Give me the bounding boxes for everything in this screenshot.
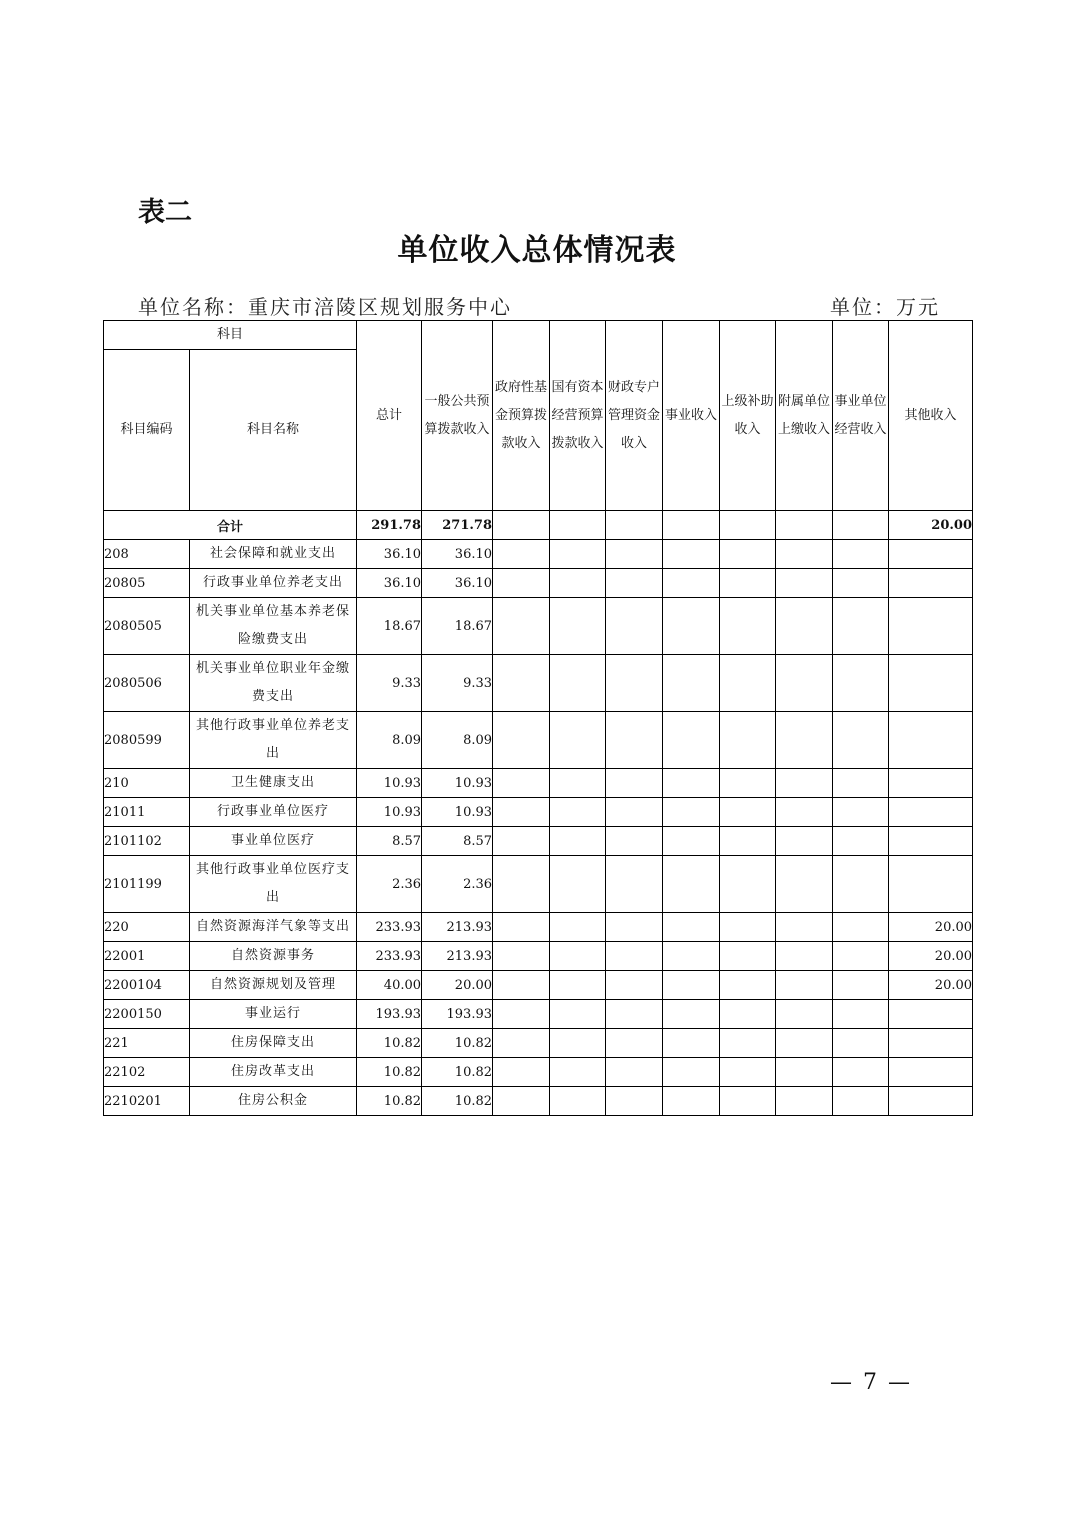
empty-cell [606, 942, 663, 971]
row-code: 2101102 [104, 827, 190, 856]
empty-cell [776, 1058, 833, 1087]
empty-cell [606, 971, 663, 1000]
row-general: 36.10 [422, 569, 493, 598]
empty-cell [720, 942, 776, 971]
empty-cell [550, 827, 606, 856]
empty-cell [663, 856, 720, 913]
row-general: 20.00 [422, 971, 493, 1000]
header-business-income: 事业收入 [663, 321, 720, 511]
empty-cell [663, 655, 720, 712]
table-row [104, 569, 973, 598]
empty-cell [606, 798, 663, 827]
empty-cell [776, 598, 833, 655]
empty-cell [550, 1029, 606, 1058]
empty-cell [663, 540, 720, 569]
row-code: 2080599 [104, 712, 190, 769]
empty-cell [550, 942, 606, 971]
empty-cell [493, 598, 550, 655]
empty-cell [663, 1087, 720, 1116]
row-code: 221 [104, 1029, 190, 1058]
header-general-budget: 一般公共预算拨款收入 [422, 321, 493, 511]
empty-cell [776, 569, 833, 598]
empty-cell [720, 856, 776, 913]
total-sum: 291.78 [357, 511, 422, 540]
empty-cell [493, 798, 550, 827]
row-other [889, 1087, 973, 1116]
row-other [889, 712, 973, 769]
table-row [104, 769, 973, 798]
row-code: 22102 [104, 1058, 190, 1087]
row-total: 10.82 [357, 1058, 422, 1087]
empty-cell [606, 827, 663, 856]
row-total: 8.09 [357, 712, 422, 769]
header-affiliated-unit: 附属单位上缴收入 [776, 321, 833, 511]
row-name: 机关事业单位职业年金缴费支出 [190, 655, 357, 712]
empty-cell [720, 540, 776, 569]
empty-cell [720, 1029, 776, 1058]
empty-cell [776, 1000, 833, 1029]
empty-cell [776, 827, 833, 856]
header-operating-income: 事业单位经营收入 [833, 321, 889, 511]
empty-cell [550, 1087, 606, 1116]
empty-cell [776, 913, 833, 942]
empty-cell [776, 942, 833, 971]
empty-cell [493, 655, 550, 712]
row-name: 卫生健康支出 [190, 769, 357, 798]
total-label: 合计 [104, 511, 357, 540]
empty-cell [833, 598, 889, 655]
empty-cell [493, 540, 550, 569]
empty-cell [720, 598, 776, 655]
empty-cell [606, 598, 663, 655]
row-other [889, 1029, 973, 1058]
row-name: 其他行政事业单位养老支出 [190, 712, 357, 769]
table-row [104, 856, 973, 913]
row-general: 8.57 [422, 827, 493, 856]
row-total: 8.57 [357, 827, 422, 856]
row-total: 40.00 [357, 971, 422, 1000]
empty-cell [833, 540, 889, 569]
row-total: 10.82 [357, 1087, 422, 1116]
page-number: — 7 — [830, 1370, 912, 1395]
empty-cell [720, 655, 776, 712]
empty-cell [776, 769, 833, 798]
row-total: 36.10 [357, 569, 422, 598]
row-code: 2101199 [104, 856, 190, 913]
page-title: 单位收入总体情况表 [397, 233, 677, 268]
row-total: 233.93 [357, 942, 422, 971]
table-row [104, 827, 973, 856]
table-row [104, 1029, 973, 1058]
row-code: 208 [104, 540, 190, 569]
table-row [104, 1000, 973, 1029]
header-state-capital: 国有资本经营预算拨款收入 [550, 321, 606, 511]
row-general: 18.67 [422, 598, 493, 655]
row-general: 213.93 [422, 942, 493, 971]
row-general: 8.09 [422, 712, 493, 769]
row-total: 36.10 [357, 540, 422, 569]
empty-cell [550, 971, 606, 1000]
empty-cell [493, 856, 550, 913]
row-total: 9.33 [357, 655, 422, 712]
row-other [889, 569, 973, 598]
row-name: 行政事业单位养老支出 [190, 569, 357, 598]
empty-cell [720, 769, 776, 798]
row-other [889, 856, 973, 913]
empty-cell [606, 1000, 663, 1029]
row-name: 住房公积金 [190, 1087, 357, 1116]
empty-cell [550, 769, 606, 798]
row-other [889, 1058, 973, 1087]
row-name: 住房改革支出 [190, 1058, 357, 1087]
empty-cell [663, 1000, 720, 1029]
empty-cell [606, 712, 663, 769]
empty-cell [776, 655, 833, 712]
header-fiscal-account: 财政专户管理资金收入 [606, 321, 663, 511]
table-row [104, 598, 973, 655]
table-body [104, 511, 973, 1116]
empty-cell [720, 1087, 776, 1116]
empty-cell [833, 942, 889, 971]
row-other: 20.00 [889, 971, 973, 1000]
empty-cell [606, 913, 663, 942]
header-superior-subsidy: 上级补助收入 [720, 321, 776, 511]
table-row [104, 913, 973, 942]
header-name: 科目名称 [190, 350, 357, 511]
empty-cell [550, 569, 606, 598]
header-subject: 科目 [104, 321, 357, 350]
table-row [104, 1058, 973, 1087]
row-total: 10.82 [357, 1029, 422, 1058]
empty-cell [720, 712, 776, 769]
empty-cell [663, 798, 720, 827]
row-total: 193.93 [357, 1000, 422, 1029]
income-table [103, 320, 973, 1116]
empty-cell [606, 769, 663, 798]
row-other [889, 540, 973, 569]
row-general: 10.82 [422, 1029, 493, 1058]
row-name: 自然资源海洋气象等支出 [190, 913, 357, 942]
row-total: 18.67 [357, 598, 422, 655]
row-name: 事业单位医疗 [190, 827, 357, 856]
empty-cell [606, 856, 663, 913]
row-name: 自然资源规划及管理 [190, 971, 357, 1000]
empty-cell [776, 856, 833, 913]
empty-cell [493, 1000, 550, 1029]
row-general: 36.10 [422, 540, 493, 569]
row-general: 193.93 [422, 1000, 493, 1029]
empty-cell [550, 798, 606, 827]
header-total: 总计 [357, 321, 422, 511]
row-other [889, 798, 973, 827]
row-total: 2.36 [357, 856, 422, 913]
empty-cell [606, 1029, 663, 1058]
empty-cell [833, 913, 889, 942]
row-other [889, 1000, 973, 1029]
empty-cell [663, 1058, 720, 1087]
empty-cell [776, 798, 833, 827]
row-general: 2.36 [422, 856, 493, 913]
empty-cell [833, 569, 889, 598]
empty-cell [833, 856, 889, 913]
row-code: 210 [104, 769, 190, 798]
empty-cell [493, 942, 550, 971]
row-other [889, 769, 973, 798]
empty-cell [493, 971, 550, 1000]
row-general: 10.93 [422, 798, 493, 827]
header-code: 科目编码 [104, 350, 190, 511]
row-general: 10.82 [422, 1087, 493, 1116]
empty-cell [493, 827, 550, 856]
empty-cell [720, 798, 776, 827]
empty-cell [833, 1000, 889, 1029]
row-other: 20.00 [889, 913, 973, 942]
table-row [104, 798, 973, 827]
row-name: 住房保障支出 [190, 1029, 357, 1058]
row-total: 10.93 [357, 798, 422, 827]
row-total: 10.93 [357, 769, 422, 798]
empty-cell [833, 1029, 889, 1058]
empty-cell [663, 942, 720, 971]
empty-cell [833, 655, 889, 712]
row-other [889, 827, 973, 856]
empty-cell [720, 913, 776, 942]
empty-cell [663, 712, 720, 769]
row-name: 其他行政事业单位医疗支出 [190, 856, 357, 913]
table-row [104, 942, 973, 971]
empty-cell [550, 655, 606, 712]
empty-cell [550, 540, 606, 569]
empty-cell [833, 798, 889, 827]
empty-cell [550, 856, 606, 913]
row-general: 10.82 [422, 1058, 493, 1087]
empty-cell [833, 712, 889, 769]
row-code: 20805 [104, 569, 190, 598]
total-row [104, 511, 973, 540]
empty-cell [776, 1087, 833, 1116]
empty-cell [720, 1058, 776, 1087]
empty-cell [720, 971, 776, 1000]
empty-cell [663, 569, 720, 598]
empty-cell [493, 1029, 550, 1058]
empty-cell [493, 1087, 550, 1116]
row-other [889, 655, 973, 712]
empty-cell [720, 1000, 776, 1029]
empty-cell [833, 769, 889, 798]
row-name: 机关事业单位基本养老保险缴费支出 [190, 598, 357, 655]
empty-cell [606, 569, 663, 598]
unit-name: 单位名称：重庆市涪陵区规划服务中心 [138, 295, 512, 319]
empty-cell [493, 712, 550, 769]
row-name: 事业运行 [190, 1000, 357, 1029]
empty-cell [663, 769, 720, 798]
empty-cell [663, 971, 720, 1000]
row-code: 2200104 [104, 971, 190, 1000]
total-other: 20.00 [889, 511, 973, 540]
empty-cell [663, 827, 720, 856]
empty-cell [720, 569, 776, 598]
empty-cell [833, 827, 889, 856]
row-code: 2080505 [104, 598, 190, 655]
row-code: 21011 [104, 798, 190, 827]
empty-cell [663, 1029, 720, 1058]
header-gov-fund: 政府性基金预算拨款收入 [493, 321, 550, 511]
empty-cell [606, 540, 663, 569]
row-name: 行政事业单位医疗 [190, 798, 357, 827]
row-general: 10.93 [422, 769, 493, 798]
empty-cell [663, 598, 720, 655]
empty-cell [606, 1087, 663, 1116]
table-row [104, 1087, 973, 1116]
empty-cell [833, 1058, 889, 1087]
empty-cell [493, 569, 550, 598]
row-other [889, 598, 973, 655]
row-code: 220 [104, 913, 190, 942]
empty-cell [550, 1000, 606, 1029]
table-row [104, 655, 973, 712]
empty-cell [550, 913, 606, 942]
empty-cell [550, 1058, 606, 1087]
total-general: 271.78 [422, 511, 493, 540]
empty-cell [493, 913, 550, 942]
empty-cell [663, 913, 720, 942]
unit-measure: 单位：万元 [830, 295, 940, 319]
empty-cell [493, 769, 550, 798]
table-label: 表二 [138, 197, 192, 228]
empty-cell [720, 827, 776, 856]
row-general: 9.33 [422, 655, 493, 712]
row-code: 22001 [104, 942, 190, 971]
header-other-income: 其他收入 [889, 321, 973, 511]
row-name: 自然资源事务 [190, 942, 357, 971]
empty-cell [776, 971, 833, 1000]
table-row [104, 971, 973, 1000]
table-row [104, 540, 973, 569]
empty-cell [493, 1058, 550, 1087]
row-name: 社会保障和就业支出 [190, 540, 357, 569]
row-code: 2200150 [104, 1000, 190, 1029]
row-code: 2210201 [104, 1087, 190, 1116]
empty-cell [776, 1029, 833, 1058]
row-total: 233.93 [357, 913, 422, 942]
empty-cell [776, 712, 833, 769]
row-other: 20.00 [889, 942, 973, 971]
empty-cell [550, 598, 606, 655]
empty-cell [550, 712, 606, 769]
table-row [104, 712, 973, 769]
row-general: 213.93 [422, 913, 493, 942]
empty-cell [776, 540, 833, 569]
empty-cell [833, 1087, 889, 1116]
empty-cell [833, 971, 889, 1000]
empty-cell [606, 1058, 663, 1087]
row-code: 2080506 [104, 655, 190, 712]
empty-cell [606, 655, 663, 712]
